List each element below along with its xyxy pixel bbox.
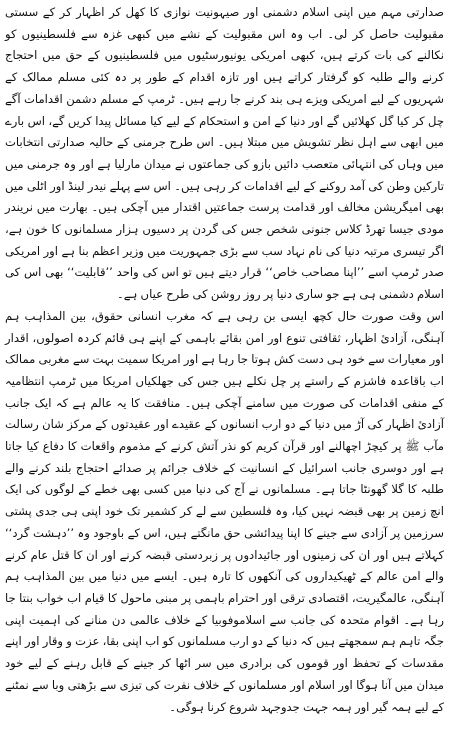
- article-paragraph-1: صدارتی مہم میں اپنی اسلام دشمنی اور صیہونیت نوازی کا کھل کر اظہار کر کے سستی مقبولیت حاصل کر لی۔ اب وہ اس مقبولیت کے نشے میں کبھی غزہ سے فلسطینیوں کو نکالنے کی بات کرتے ہیں، کبھی امریکی یونیورسٹیوں میں فلسطینیوں کے حق میں احتجاج کرنے والے طلبہ کو گرفتار کراتے ہیں اور تازہ اقدام کے طور پر دہ کئی مسلم ممالک کے شہریوں کے لیے امریکی ویزے ہی بند کرنے جا رہے ہیں۔ ٹرمپ کے مسلم دشمن اقدامات آگے چل کر کیا گل کھلائیں گے اور دنیا کے امن و استحکام کے لیے کیا مسائل پیدا کریں گے، اس بارے میں ابھی سے اہل نظر تشویش میں مبتلا ہیں۔ اس طرح جرمنی کے حالیہ صدارتی انتخابات میں وہاں کی انتہائی متعصب دائیں بازو کی جماعتوں نے میدان مارلیا ہے اور وہ جرمنی میں تارکین وطن کی آمد روکنے کے لیے اقدامات کر رہی ہیں۔ اس سے پہلے نیدر لینڈ اور اٹلی میں بھی امیگریشن مخالف اور قدامت پرست جماعتیں اقتدار میں آچکی ہیں۔ بھارت میں نریندر مودی جیسا تھرڈ کلاس جنونی شخص جس کی گردن پر دسیوں ہزار مسلمانوں کا خون ہے، اگر تیسری مرتبہ دنیا کی نام نہاد سب سے بڑی جمہوریت میں وزیر اعظم بنا ہے اور امریکی صدر ٹرمپ اسے ’’اپنا مصاحب خاص‘‘ قرار دیتے ہیں تو اس کی واحد ’’قابلیت‘‘ بھی اس کی اسلام دشمنی ہی ہے جو ساری دنیا پر روز روشن کی طرح عیاں ہے۔: [5, 5, 444, 302]
- article-paragraph-2: اس وقت صورت حال کچھ ایسی بن رہی ہے کہ مغرب انسانی حقوق، بین المذاہب ہم آہنگی، آزادیٔ اظہار، ثقافتی تنوع اور امن بقائے باہمی کے اپنے ہی قائم کردہ اصولوں، اقدار اور معیارات سے خود ہی دست کش ہوتا جا رہا ہے اور امریکا سمیت بہت سے مغربی ممالک اب باقاعدہ فاشزم کے راستے پر چل نکلے ہیں جس کی جھلکیاں امریکا میں ٹرمپ انتظامیہ کے منفی اقدامات کی صورت میں سامنے آچکی ہیں۔ منافقت کا یہ عالم ہے کہ ایک جانب آزادیٔ اظہار کی آڑ میں دنیا کے دو ارب انسانوں کے عقیدے اور عقیدتوں کے مرکز شان رسالت مآب ﷺ پر کیچڑ اچھالنے اور قرآن کریم کو نذر آتش کرنے کے مذموم واقعات کا دفاع کیا جاتا ہے اور دوسری جانب اسرائیل کے انسانیت کے خلاف جرائم پر صدائے احتجاج بلند کرنے والے طلبہ کا گلا گھونٹا جاتا ہے۔ مسلمانوں نے آج کی دنیا میں کسی بھی خطے کے لوگوں کی ایک انچ زمین پر بھی قبضہ نہیں کیا، وہ فلسطین سے لے کر کشمیر تک خود اپنی ہی جدی پشتی سرزمین پر آزادی سے جینے کا اپنا پیدائشی حق مانگتے ہیں، اس کے باوجود وہ ’’دہشت گرد‘‘ کہلاتے ہیں اور ان کی زمینوں اور جائیدادوں پر زبردستی قبضہ کرنے اور ان کا قتل عام کرنے والے امن عالم کے ٹھیکیداروں کی آنکھوں کا تارہ ہیں۔ ایسے میں دنیا میں بین المذاہب ہم آہنگی، عالمگیریت، اقتصادی ترقی اور احترام باہمی پر مبنی ماحول کا قیام اب خواب بنتا جا رہا ہے۔ اقوام متحدہ کی جانب سے اسلاموفوبیا کے خلاف عالمی دن منانے کی اہمیت اپنی جگہ تاہم ہم سمجھتے ہیں کہ دنیا کے دو ارب مسلمانوں کو اب اپنی بقا، عزت و وقار اور اپنے مقدسات کے تحفظ اور قوموں کی برادری میں سر اٹھا کر جینے کے قابل رہنے کے لیے خود میدان میں آنا ہوگا اور اسلام اور مسلمانوں کے خلاف نفرت کی تیزی سے بڑھتی وبا سے نمٹنے کے لیے ہمہ گیر اور ہمہ جہت جدوجہد شروع کرنا ہوگی۔: [5, 308, 444, 714]
